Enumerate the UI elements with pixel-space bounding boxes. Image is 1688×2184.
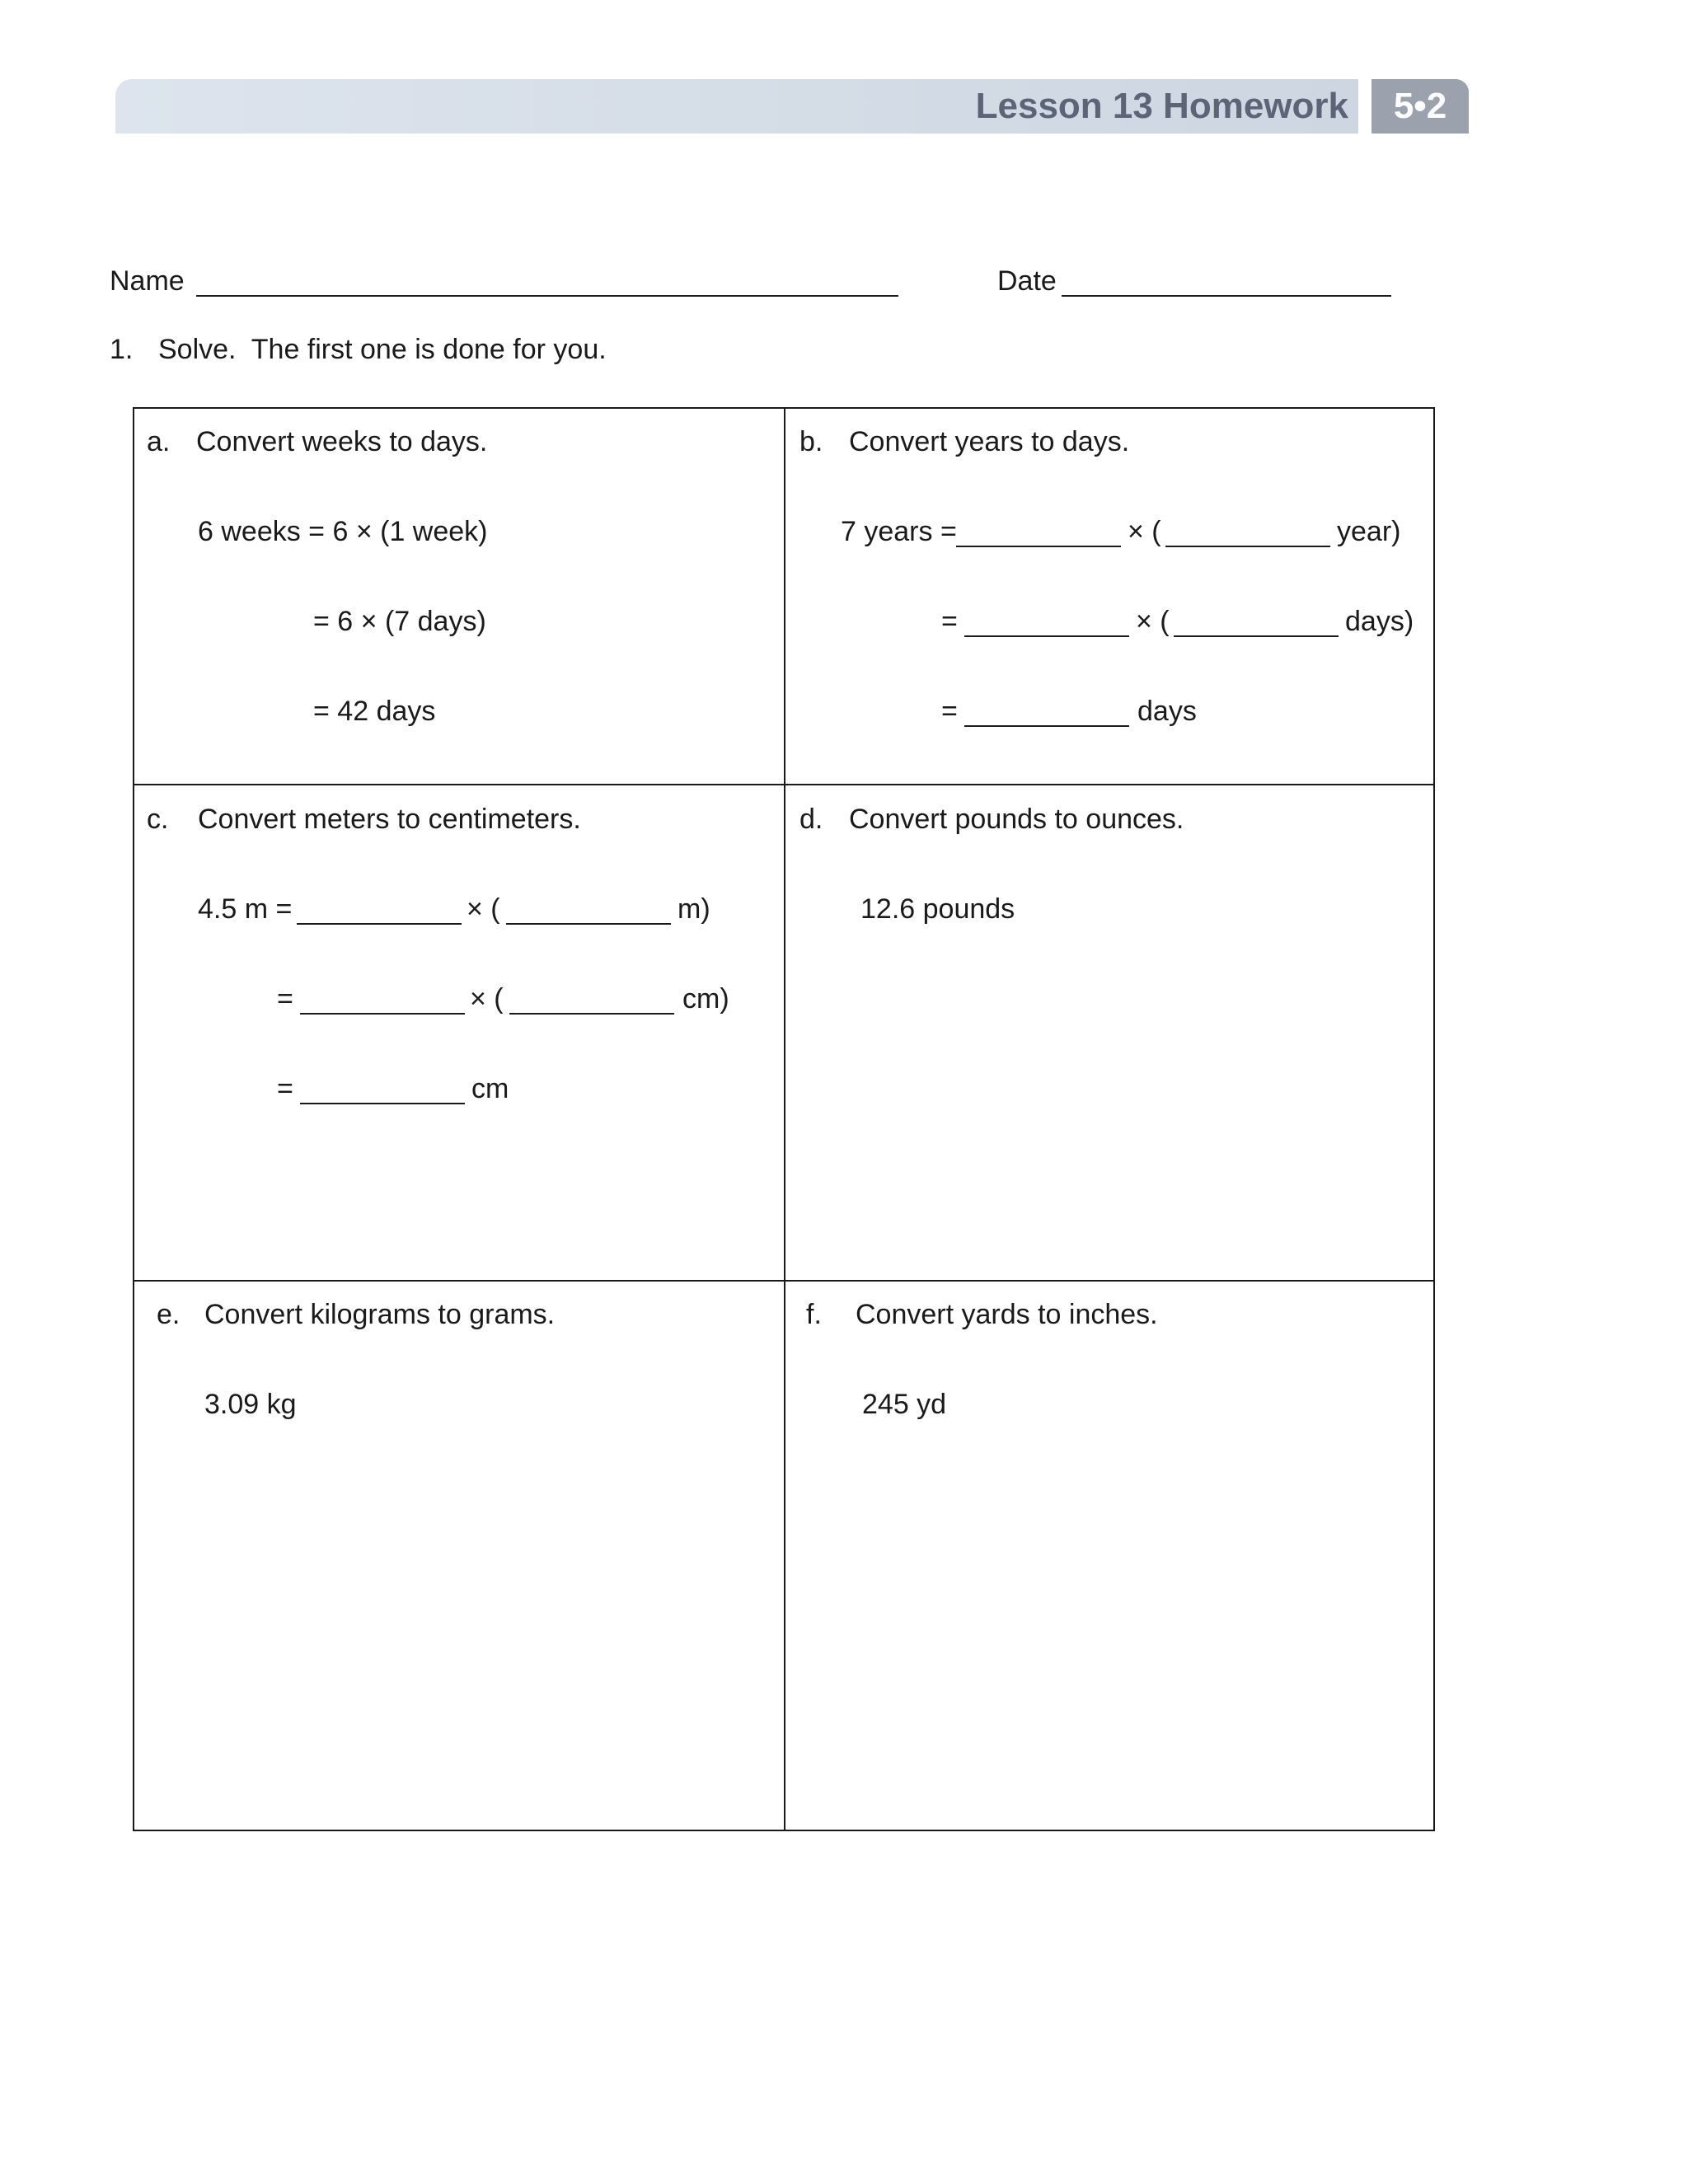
part-d-given: 12.6 pounds — [860, 893, 1015, 925]
part-b-unit-2: days) — [1345, 606, 1414, 637]
part-b-times-1: × ( — [1128, 516, 1161, 547]
grid-divider-row-2 — [133, 1280, 1435, 1282]
part-c-lead: 4.5 m = — [198, 893, 293, 925]
part-f-letter: f. — [806, 1299, 822, 1330]
part-b-times-2: × ( — [1136, 606, 1170, 637]
part-c-times-1: × ( — [467, 893, 500, 925]
part-c-blank-2b[interactable] — [509, 1013, 674, 1015]
part-b-eq-3: = — [941, 696, 958, 727]
part-a-line-3: = 42 days — [313, 696, 436, 727]
part-b-unit-1: year) — [1337, 516, 1401, 547]
lesson-title: Lesson 13 Homework — [975, 86, 1348, 126]
part-c-blank-1a[interactable] — [297, 923, 462, 925]
part-b-blank-1a[interactable] — [956, 546, 1121, 547]
question-prompt: Solve. The first one is done for you. — [158, 334, 607, 365]
part-c-blank-3[interactable] — [300, 1103, 465, 1104]
part-c-unit-3: cm — [471, 1073, 509, 1104]
grid-divider-row-1 — [133, 784, 1435, 785]
part-a-line-2: = 6 × (7 days) — [313, 606, 486, 637]
part-c-unit-2: cm) — [682, 983, 729, 1015]
part-f-given: 245 yd — [862, 1389, 947, 1420]
part-c-times-2: × ( — [470, 983, 504, 1015]
part-e-title: Convert kilograms to grams. — [204, 1299, 556, 1330]
part-a-letter: a. — [147, 426, 171, 457]
part-a-line-1: 6 weeks = 6 × (1 week) — [198, 516, 488, 547]
part-b-eq-2: = — [941, 606, 958, 637]
part-c-blank-1b[interactable] — [506, 923, 671, 925]
part-e-given: 3.09 kg — [204, 1389, 297, 1420]
part-b-unit-3: days — [1137, 696, 1197, 727]
module-badge: 5•2 — [1372, 79, 1469, 134]
part-c-title: Convert meters to centimeters. — [198, 804, 581, 835]
part-e-letter: e. — [157, 1299, 181, 1330]
grid-divider-vertical — [784, 407, 785, 1831]
part-c-eq-3: = — [277, 1073, 293, 1104]
part-b-blank-3[interactable] — [964, 725, 1129, 727]
part-b-letter: b. — [799, 426, 823, 457]
part-b-blank-1b[interactable] — [1165, 546, 1330, 547]
part-c-eq-2: = — [277, 983, 293, 1015]
part-a-title: Convert weeks to days. — [196, 426, 488, 457]
part-b-blank-2b[interactable] — [1174, 635, 1339, 637]
question-number: 1. — [110, 334, 134, 365]
part-b-title: Convert years to days. — [849, 426, 1130, 457]
part-d-title: Convert pounds to ounces. — [849, 804, 1184, 835]
part-c-letter: c. — [147, 804, 169, 835]
part-b-blank-2a[interactable] — [964, 635, 1129, 637]
part-b-lead: 7 years = — [841, 516, 957, 547]
part-c-unit-1: m) — [678, 893, 710, 925]
date-label: Date — [997, 265, 1057, 297]
part-c-blank-2a[interactable] — [300, 1013, 465, 1015]
name-label: Name — [110, 265, 185, 297]
part-f-title: Convert yards to inches. — [856, 1299, 1158, 1330]
date-field[interactable] — [1062, 295, 1391, 297]
name-field[interactable] — [196, 295, 898, 297]
part-d-letter: d. — [799, 804, 823, 835]
